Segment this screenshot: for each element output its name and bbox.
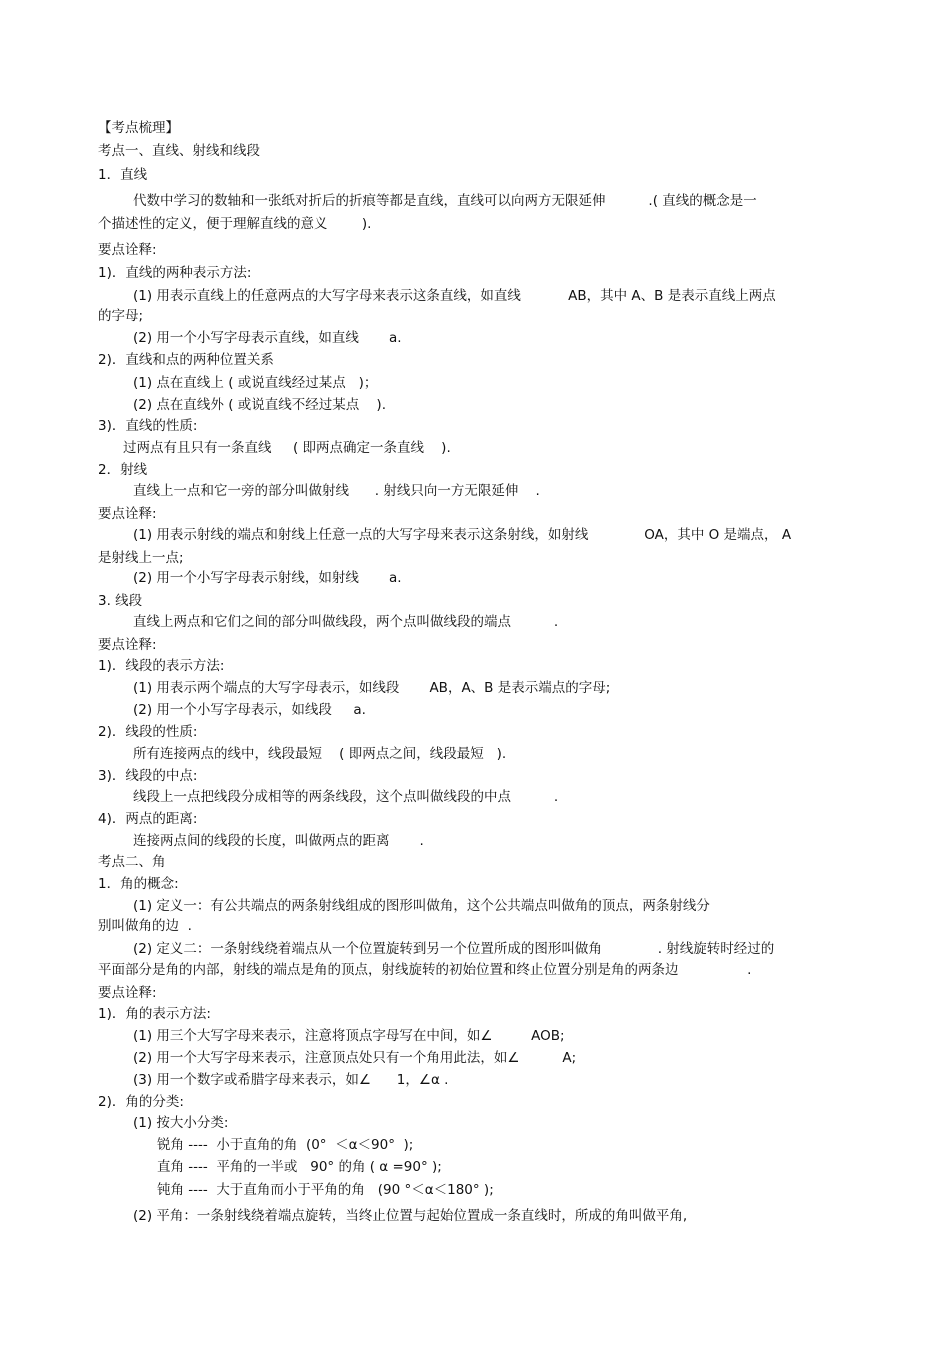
text-line: (1) 按大小分类:: [133, 1115, 229, 1131]
text-line: 个描述性的定义，便于理解直线的意义 ).: [98, 216, 372, 232]
subheading: 2)．线段的性质:: [98, 724, 198, 740]
text-line: 平面部分是角的内部，射线的端点是角的顶点，射线旋转的初始位置和终止位置分别是角的两条边 .: [98, 962, 752, 978]
subheading: 4)．两点的距离:: [98, 811, 198, 827]
subheading: 1．直线: [98, 167, 148, 183]
text-line: (1) 点在直线上 ( 或说直线经过某点 )；: [133, 375, 378, 391]
subheading: 2)．角的分类:: [98, 1094, 184, 1110]
text-line: (1) 用表示直线上的任意两点的大写字母来表示这条直线，如直线 AB，其中 A、B 是表示直线上两点: [133, 288, 776, 304]
text-line: 别叫做角的边 .: [98, 918, 192, 934]
text-line: (2) 用一个小写字母表示射线，如射线 a.: [133, 570, 402, 586]
text-line: (1) 用表示两个端点的大写字母表示，如线段 AB，A、B 是表示端点的字母;: [133, 680, 611, 696]
subheading: 要点诠释:: [98, 242, 157, 258]
subheading: 2)．直线和点的两种位置关系: [98, 352, 274, 368]
subheading: 1)．线段的表示方法:: [98, 658, 225, 674]
text-line: 过两点有且只有一条直线 ( 即两点确定一条直线 ).: [123, 440, 451, 456]
text-line: (1) 用表示射线的端点和射线上任意一点的大写字母来表示这条射线，如射线 OA，其中 O 是端点， A: [133, 527, 792, 543]
subheading: 要点诠释:: [98, 637, 157, 653]
text-line: (2) 用一个小写字母表示，如线段 a.: [133, 702, 366, 718]
text-line: (1) 用三个大写字母来表示，注意将顶点字母写在中间，如∠ AOB;: [133, 1028, 565, 1044]
text-line: 直线上两点和它们之间的部分叫做线段，两个点叫做线段的端点 .: [133, 614, 559, 630]
subheading: 3. 线段: [98, 593, 143, 609]
subheading: 要点诠释:: [98, 506, 157, 522]
subheading: 1)．直线的两种表示方法:: [98, 265, 252, 281]
list-item: 钝角 ---- 大于直角而小于平角的角 (90 °＜α＜180° );: [157, 1182, 494, 1198]
list-item: 锐角 ---- 小于直角的角 (0° ＜α＜90° );: [157, 1137, 414, 1153]
subheading: 2．射线: [98, 462, 148, 478]
topic-heading: 考点二、角: [98, 854, 166, 870]
list-item: 直角 ---- 平角的一半或 90° 的角 ( α =90° );: [157, 1159, 442, 1175]
text-line: 直线上一点和它一旁的部分叫做射线 . 射线只向一方无限延伸 .: [133, 483, 540, 499]
text-line: 是射线上一点;: [98, 550, 184, 566]
topic-heading: 考点一、直线、射线和线段: [98, 143, 260, 159]
text-line: 的字母;: [98, 308, 144, 324]
text-line: 所有连接两点的线中，线段最短 ( 即两点之间，线段最短 ).: [133, 746, 507, 762]
section-heading: 【考点梳理】: [98, 120, 179, 136]
text-line: (1) 定义一：有公共端点的两条射线组成的图形叫做角，这个公共端点叫做角的顶点，两条射线分: [133, 898, 710, 914]
text-line: (3) 用一个数字或希腊字母来表示，如∠ 1，∠α .: [133, 1072, 449, 1088]
text-line: 线段上一点把线段分成相等的两条线段，这个点叫做线段的中点 .: [133, 789, 559, 805]
text-line: 代数中学习的数轴和一张纸对折后的折痕等都是直线，直线可以向两方无限延伸 .( 直线的概念是一: [133, 193, 757, 209]
subheading: 1．角的概念:: [98, 876, 179, 892]
text-line: (2) 用一个大写字母来表示，注意顶点处只有一个角用此法，如∠ A;: [133, 1050, 577, 1066]
subheading: 3)．线段的中点:: [98, 768, 198, 784]
subheading: 要点诠释:: [98, 985, 157, 1001]
text-line: (2) 定义二：一条射线绕着端点从一个位置旋转到另一个位置所成的图形叫做角 . 射线旋转时经过的: [133, 941, 775, 957]
subheading: 1)．角的表示方法:: [98, 1006, 211, 1022]
subheading: 3)．直线的性质:: [98, 418, 198, 434]
text-line: (2) 点在直线外 ( 或说直线不经过某点 ).: [133, 397, 386, 413]
text-line: (2) 用一个小写字母表示直线，如直线 a.: [133, 330, 402, 346]
text-line: 连接两点间的线段的长度，叫做两点的距离 .: [133, 833, 424, 849]
text-line: (2) 平角：一条射线绕着端点旋转，当终止位置与起始位置成一条直线时，所成的角叫做平角,: [133, 1208, 688, 1224]
